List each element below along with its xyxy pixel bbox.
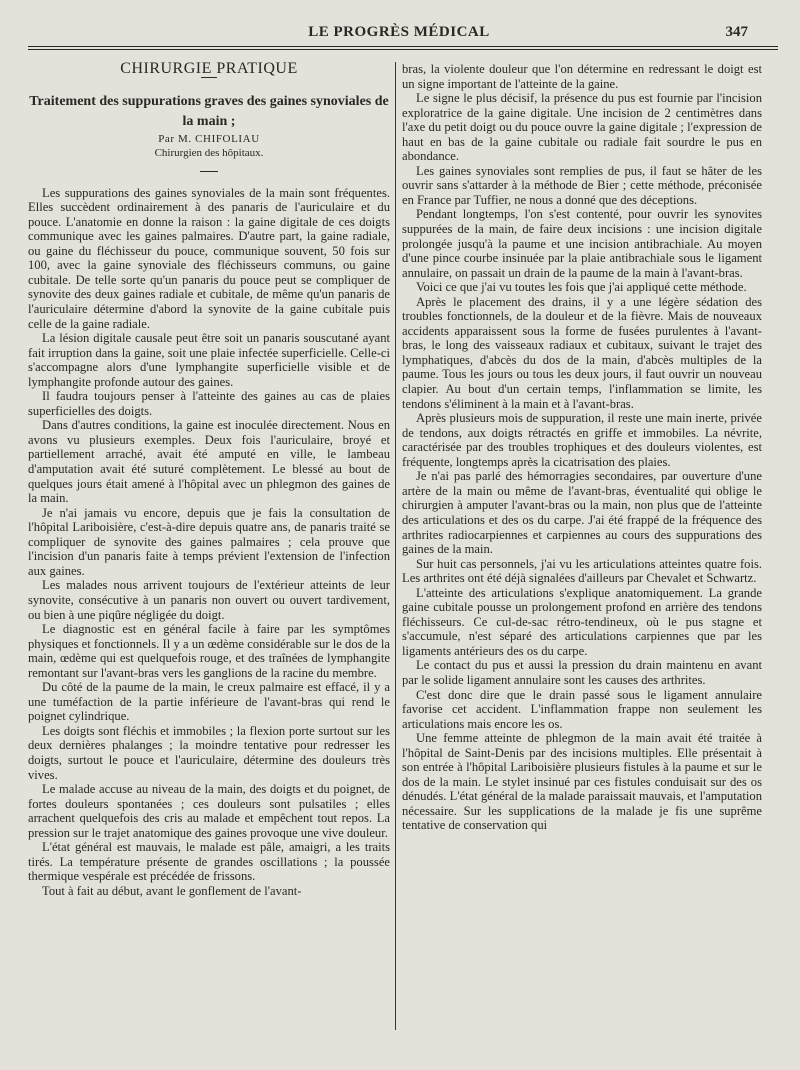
column-divider: [395, 62, 396, 1030]
paragraph: Le contact du pus et aussi la pression du drain maintenu en avant par le solide ligament annulaire sont les causes des arthrites.: [402, 658, 762, 687]
paragraph: Dans d'autres conditions, la gaine est inoculée directement. Nous en avons vu plusieurs exemples. Deux fois l'auriculaire, broyé et partiellement arraché, avait été amputé en ville, le lambeau d'amputation avait été suturé complètement. Le blessé au bout de quelques jours était amené à l'hôpital avec un phlegmon des gaines de la main.: [28, 418, 390, 506]
paragraph: Pendant longtemps, l'on s'est contenté, pour ouvrir les synovites suppurées de la main, de faire deux incisions : une incision digitale prolongée jusqu'à la paume et une incision antibrachiale. Au moyen d'une pince courbe insinuée par la plaie antibrachiale sous le ligament annulaire, on passait un drain de la paume de la main à l'avant-bras.: [402, 207, 762, 280]
paragraph: Après plusieurs mois de suppuration, il reste une main inerte, privée de tendons, aux doigts rétractés en griffe et immobiles. La névrite, caractérisée par des troubles trophiques et des douleurs violentes, est fréquente, longtemps après la cicatrisation des plaies.: [402, 411, 762, 469]
paragraph: Le malade accuse au niveau de la main, des doigts et du poignet, de fortes douleurs spontanées ; ces douleurs sont pulsatiles ; elles arrachent quelquefois des cris au malade et empêchent tout repos. La pression sur le trajet anatomique des gaines provoque une vive douleur.: [28, 782, 390, 840]
paragraph: Après le placement des drains, il y a une légère sédation des troubles fonctionnels, de la douleur et de la fièvre. Mais de nouveaux accidents apparaissent sous la forme de fusées purulentes à l'avant-bras, le long des vaisseaux radiaux et cubitaux, suivant le trajet des lymphatiques, d'abcès du dos de la main, d'abcès multiples de la paume. Tous les jours ou tous les deux jours, il faut ouvrir un nouveau clapier. Au bout d'un certain temps, l'inflammation se limite, les tendons s'éliminent à la main et à l'avant-bras.: [402, 294, 762, 411]
paragraph: L'état général est mauvais, le malade est pâle, amaigri, a les traits tirés. La température présente de grandes oscillations ; la poussée thermique vespérale est précédée de frissons.: [28, 840, 390, 884]
author-affiliation: Chirurgien des hôpitaux.: [154, 147, 264, 160]
header-rule: [28, 46, 778, 47]
running-head: [28, 24, 770, 44]
paragraph: Sur huit cas personnels, j'ai vu les articulations atteintes quatre fois. Les arthrites ont été déjà signalées d'ailleurs par Chevalet et Schwartz.: [402, 556, 762, 586]
paragraph: Le diagnostic est en général facile à faire par les symptômes physiques et fonctionnels. Il y a un œdème considérable sur le dos de la main, œdème qui est quelquefois rouge, et des traînées de lymphangite remontant sur l'avant-bras vers les ganglions de la racine du membre.: [28, 622, 390, 680]
journal-title: LE PROGRÈS MÉDICAL: [308, 24, 490, 40]
paragraph: Du côté de la paume de la main, le creux palmaire est effacé, il y a une tuméfaction de la partie inférieure de l'avant-bras qui rend le poignet cylindrique.: [28, 680, 390, 724]
article-title: Traitement des suppurations graves des gaines synoviales de la main ;: [29, 93, 389, 129]
paragraph: C'est donc dire que le drain passé sous le ligament annulaire favorise cet accident. L'inflammation frappe non seulement les articulations mais encore les os.: [402, 687, 762, 731]
author-byline: Par M. CHIFOLIAU: [158, 132, 260, 145]
paragraph: Les malades nous arrivent toujours de l'extérieur atteints de leur synovite, consécutive à un panaris non ouvert ou ouvert tardivement, ou bien à une piqûre négligée du doigt.: [28, 578, 390, 622]
paragraph: Je n'ai jamais vu encore, depuis que je fais la consultation de l'hôpital Lariboisière, c'est-à-dire depuis quatre ans, de panaris traité se compliquer de synovite des gaines palmaires ; cela prouve que l'incision d'un panaris faite à temps prévient l'extension de l'infection aux gaines.: [28, 505, 390, 578]
section-title: CHIRURGIE PRATIQUE: [120, 60, 298, 77]
left-column: [28, 62, 390, 898]
byline-rule: [200, 171, 218, 172]
paragraph: Il faudra toujours penser à l'atteinte des gaines au cas de plaies superficielles des doigts.: [28, 389, 390, 418]
header-rule-second: [28, 49, 778, 50]
paragraph: Les gaines synoviales sont remplies de pus, il faut se hâter de les ouvrir sans s'attarder à la méthode de Bier ; cette méthode, préconisée en France par Tuffier, ne nous a donné que des déceptions.: [402, 163, 762, 207]
paragraph: Voici ce que j'ai vu toutes les fois que j'ai appliqué cette méthode.: [416, 280, 747, 295]
paragraph: Je n'ai pas parlé des hémorragies secondaires, par ouverture d'une artère de la main ou même de l'avant-bras, éventualité qui oblige le chirurgien à amputer l'avant-bras ou la main, non plus que de l'atteinte des articulations et des os du carpe. J'ai été frappé de la fréquence des arthrites radiocarpiennes et carpiennes au cours des suppurations des gaines de la main.: [402, 469, 762, 557]
paragraph: Une femme atteinte de phlegmon de la main avait été traitée à l'hôpital de Saint-Denis par des incisions multiples. Elle présentait à son entrée à l'hôpital Lariboisière plusieurs fistules à la paume et sur le dos de la main. Le stylet insinué par ces fistules conduisait sur des os dénudés. L'état général de la malade paraissait mauvais, et l'amputation nécessaire. Sur les supplications de la malade je fis une suprême tentative de conservation qui: [402, 731, 762, 833]
paragraph: L'atteinte des articulations s'explique anatomiquement. La grande gaine cubitale pousse un prolongement profond en arrière des tendons fléchisseurs. Ce cul-de-sac rétro-tendineux, où le pus stagne et s'accumule, n'est séparé des articulations carpiennes que par les ligaments antérieurs des os du carpe.: [402, 585, 762, 658]
paragraph: Tout à fait au début, avant le gonflement de l'avant-: [42, 883, 302, 898]
paragraph: bras, la violente douleur que l'on détermine en redressant le doigt est un signe important de l'atteinte de la gaine.: [402, 62, 762, 91]
paragraph: Le signe le plus décisif, la présence du pus est fournie par l'incision exploratrice de la gaine digitale. Une incision de 2 centimètres dans l'axe du petit doigt ou du pouce ouvre la gaine digitale ; l'expression de haut en bas de la gaine cubitale ou radiale fait sourdre le pus en abondance.: [402, 91, 762, 164]
right-column: [402, 62, 762, 833]
paragraph: Les suppurations des gaines synoviales de la main sont fréquentes. Elles succèdent ordinairement à des panaris de l'auriculaire et du pouce. L'anatomie en donne la raison : la gaine digitale de ces doigts communique avec les gaines palmaires. D'autre part, la gaine radiale, ou gaine du fléchisseur du pouce, communique souvent, 50 fois sur 100, avec la gaine synoviale des fléchisseurs communs, ou gaine cubitale. De telle sorte qu'un panaris du pouce peut se compliquer de synovite des deux gaines radiale et cubitale, de même qu'un panaris de l'auriculaire détermine d'abord la synovite de la gaine cubitale puis celle de la gaine radiale.: [28, 185, 390, 331]
paragraph: Les doigts sont fléchis et immobiles ; la flexion porte surtout sur les deux dernières phalanges ; la moindre tentative pour redresser les doigts, surtout le pouce et l'auriculaire, détermine des douleurs très vives.: [28, 723, 390, 782]
page-number: 347: [725, 24, 748, 40]
paragraph: La lésion digitale causale peut être soit un panaris souscutané ayant fait irruption dans la gaine, soit une plaie infectée superficielle. Celle-ci s'accompagne alors d'une lymphangite superficielle visible et de lymphangite profonde autour des gaines.: [28, 331, 390, 389]
